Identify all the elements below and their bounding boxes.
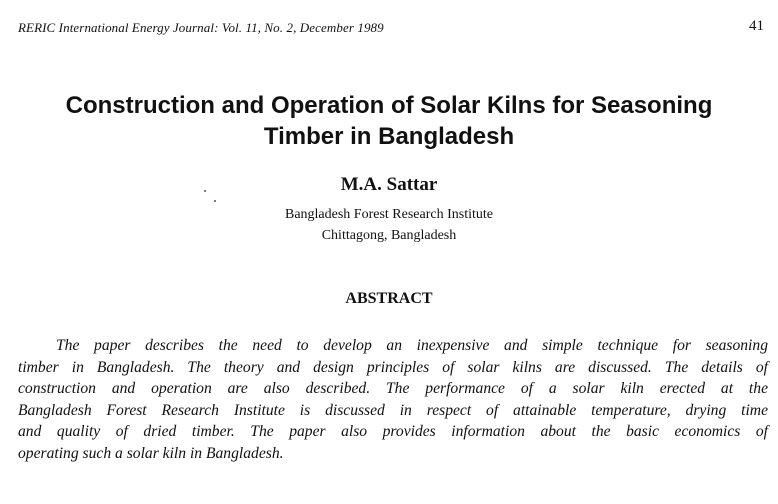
abstract-line: and quality of dried timber. The paper also provides information about the basic economics of	[18, 423, 768, 441]
author-name: M.A. Sattar	[340, 174, 438, 195]
abstract-line: Bangladesh Forest Research Institute is discussed in respect of attainable temperature, drying time	[18, 401, 768, 419]
abstract-line: The paper describes the need to develop an inexpensive and simple technique for seasoning	[56, 337, 768, 354]
abstract-heading: ABSTRACT	[345, 290, 433, 307]
running-header: RERIC International Energy Journal: Vol. 11, No. 2, December 1989	[18, 20, 384, 35]
paper-title-line-1: Construction and Operation of Solar Kilns for Seasoning	[65, 92, 713, 119]
abstract-line: operating such a solar kiln in Bangladesh.	[18, 444, 284, 462]
abstract-line: construction and operation are also described. The performance of a solar kiln erected at the	[18, 380, 768, 398]
scan-speck	[214, 200, 216, 202]
affiliation-institute: Bangladesh Forest Research Institute	[284, 207, 493, 222]
affiliation-location: Chittagong, Bangladesh	[321, 228, 457, 243]
abstract-body	[18, 335, 768, 465]
abstract-line: timber in Bangladesh. The theory and design principles of solar kilns are discussed. The details of	[18, 358, 768, 376]
author-affiliation	[0, 204, 778, 246]
paper-title	[20, 90, 758, 152]
paper-title-line-2: Timber in Bangladesh	[263, 123, 515, 150]
page-number: 41	[749, 18, 764, 34]
